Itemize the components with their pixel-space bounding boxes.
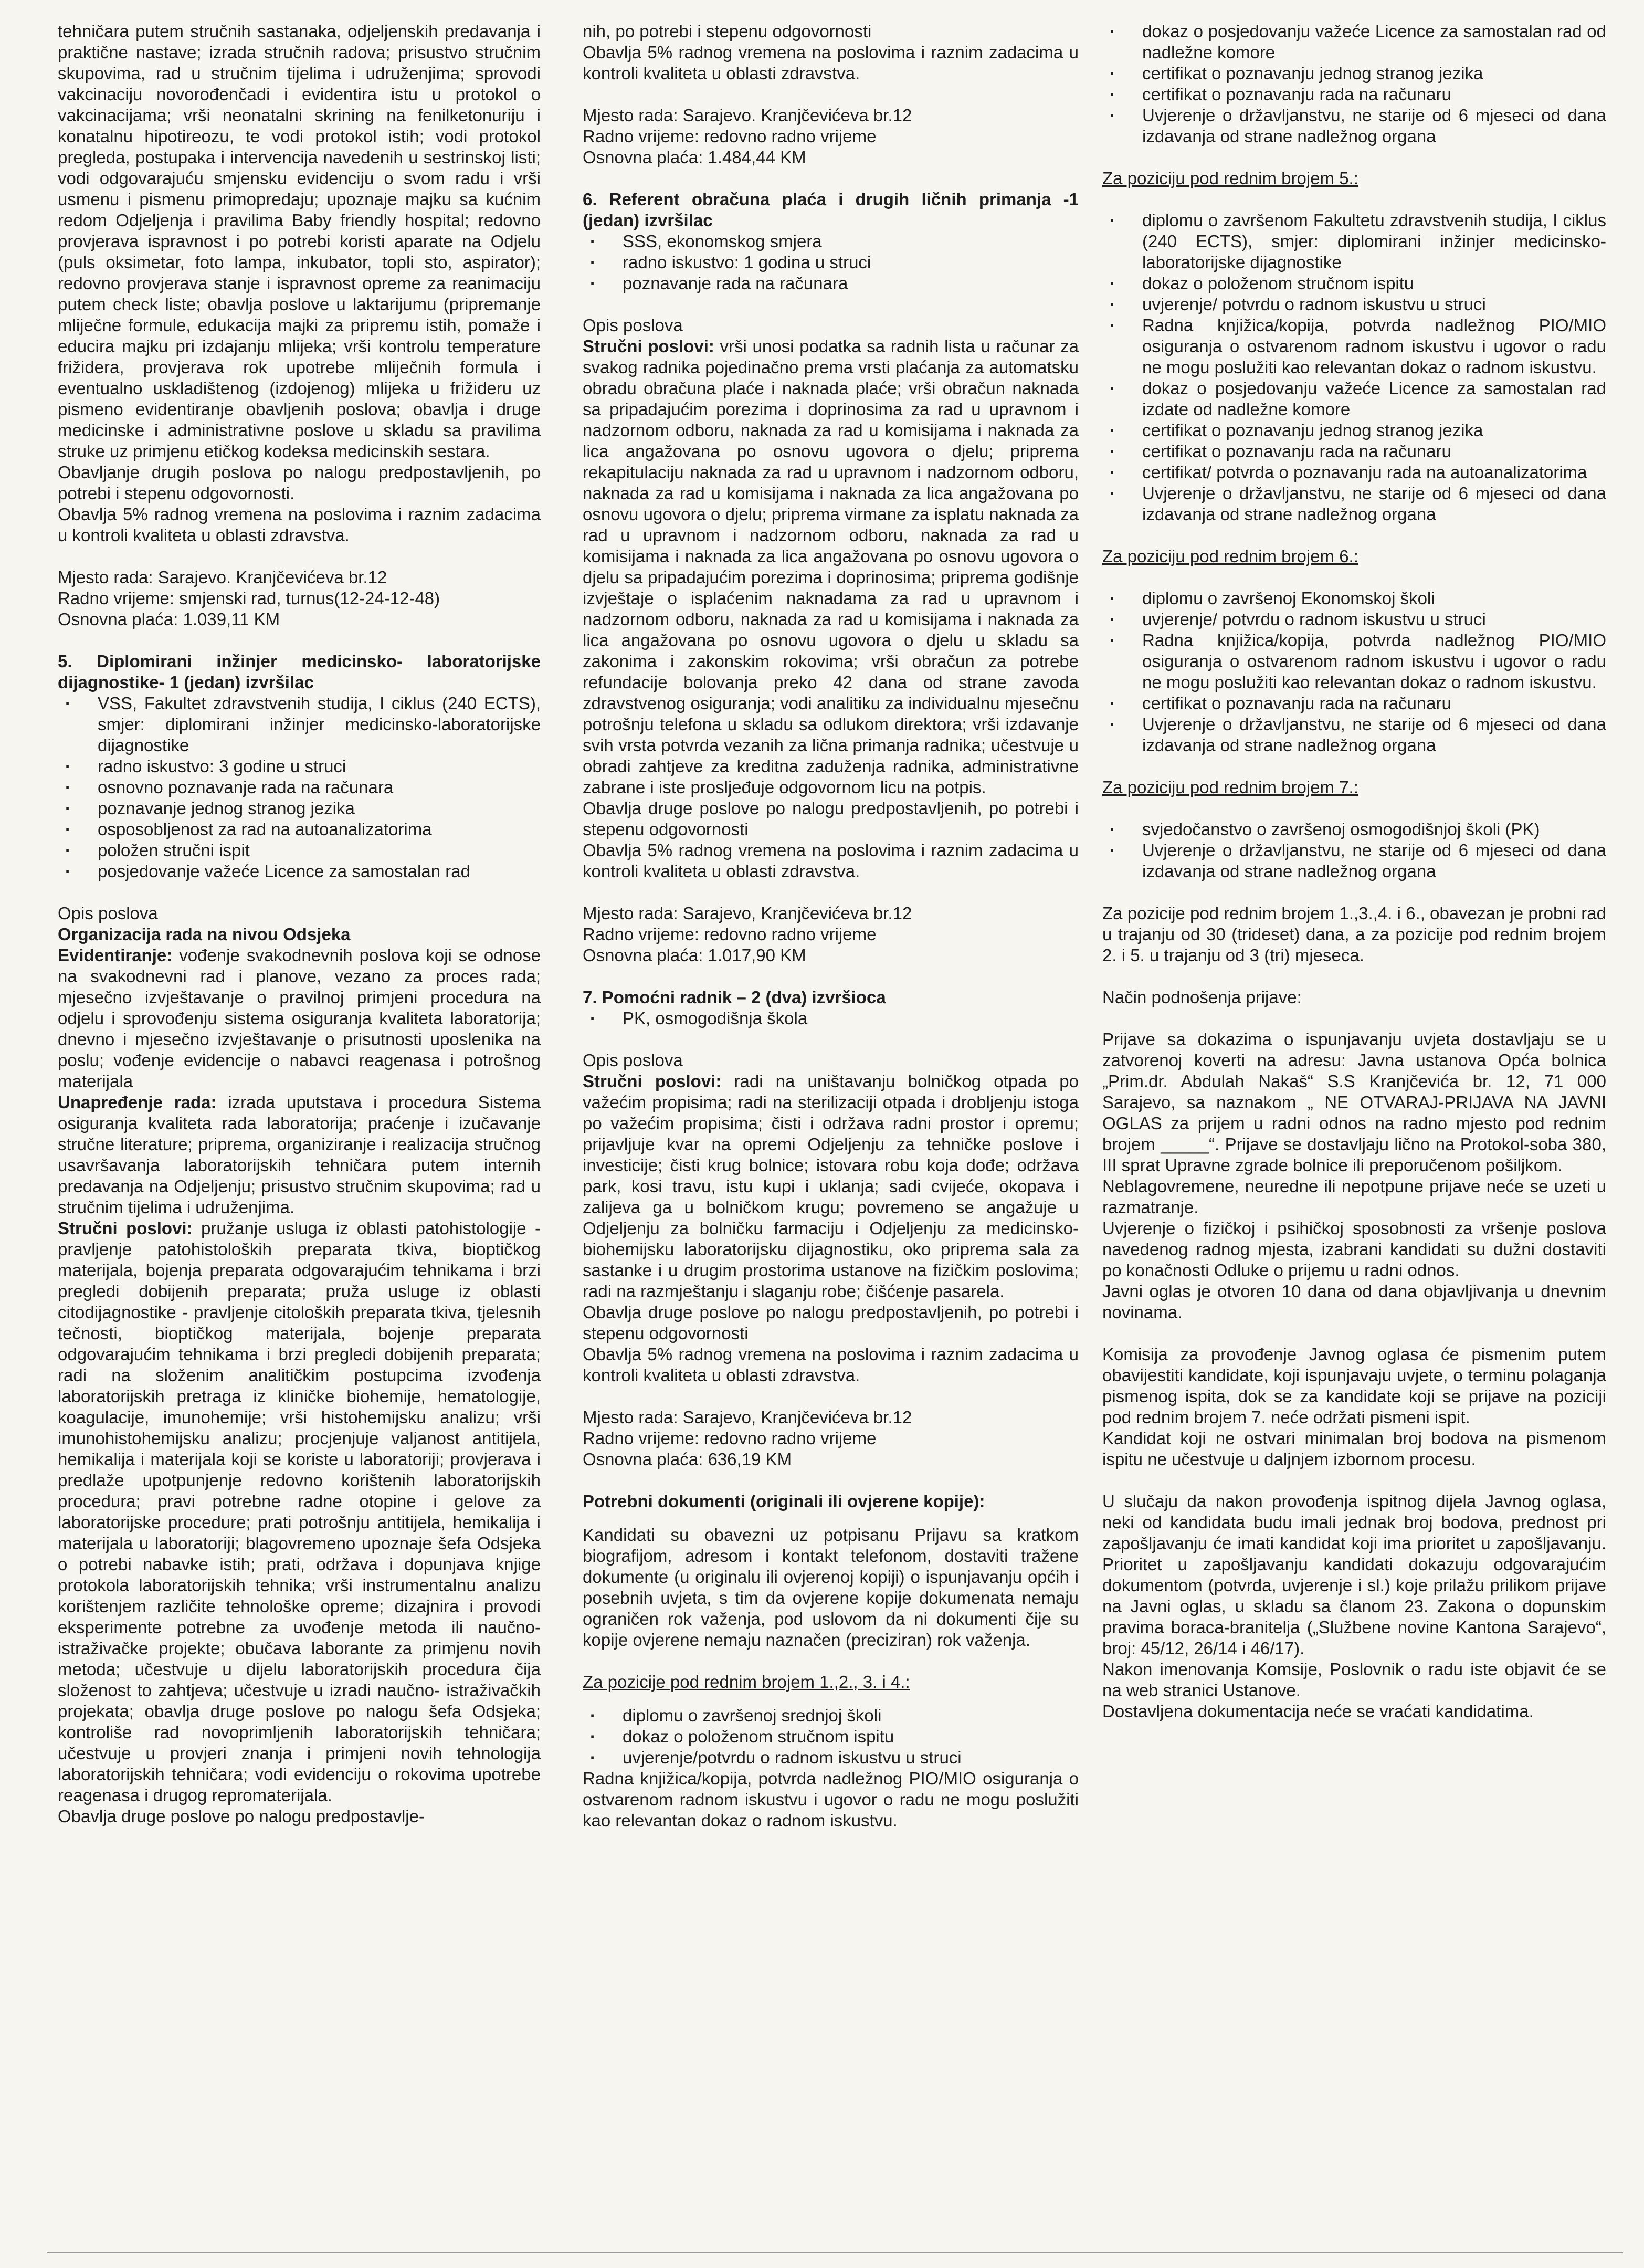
paragraph: Obavlja druge poslove po nalogu predpostavlje- [58, 1807, 425, 1826]
subsection-title: Organizacija rada na nivou Odsjeka [58, 925, 351, 944]
paragraph: nih, po potrebi i stepenu odgovornosti [583, 22, 872, 41]
list-item: · posjedovanje važeće Licence za samostalan rad [58, 861, 541, 882]
paragraph: Prijave sa dokazima o ispunjavanju uvjeta dostavljaju se u zatvorenoj koverti na adresu: Javna ustanova Opća bolnica „Prim.dr. Abdulah Nakaš“ S.S Kranjčevića br. 12, 71 000 Sarajevo, sa naznakom „ NE OTVARAJ-PRIJAVA NA JAVNI OGLAS za prijem u radni odnos na radno mjesto pod rednim brojem _____“. Prijave se dostavljaju lično na Protokol-soba 380, III sprat Upravne zgrade bolnice ili preporučenom pošiljkom. [1102, 1030, 1606, 1175]
list-item: · SSS, ekonomskog smjera [583, 231, 1079, 252]
list-item: · uvjerenje/ potvrdu o radnom iskustvu u struci [1102, 609, 1606, 630]
paragraph: Neblagovremene, neuredne ili nepotpune prijave neće se uzeti u razmatranje. [1102, 1177, 1606, 1217]
text: pružanje usluga iz oblasti patohistologije - pravljenje patohistoloških preparata tkiva, bioptičkog materijala, bojenja preparata odgovarajućim tehnikama i brzi pregledi dobijenih preparata; pruža usluge iz oblasti citodijagnostike - pravljenje citoloških preparata tkiva, tjelesnih tečnosti, bioptičkog materijala, bojenje preparata odgovarajućim tehnikama i brzi pregledi dobijenih preparata; radi na složenim analitičkim postupcima izvođenja laboratorijskih pretraga iz kliničke biohemije, hematologije, koagulacije, imunohemije; vrši histohemijsku analizu; vrši imunohistohemijsku analizu; procjenjuje valjanost antitijela, hemikalija i materijala koji se koriste u laboratoriji; provjerava i predlaže upotpunjenje redovno korištenih laboratorijskih procedura; pravi potrebne radne otopine i gelove za laboratorijske procedure; prati potrošnju antitijela, hemikalija i materijala u laboratoriji; blagovremeno upoznaje šefa Odsjeka o potrebi nabavke istih; prati, održava i dopunjava knjige protokola laboratorijskih tehnika; vrši instrumentalnu analizu korištenjem različite tehnološke opreme; dizajnira i provodi eksperimente potrebne za uvođenje metoda ili naučno- istraživačke projekte; obučava laborante za primjenu novih metoda; učestvuje u dijelu laboratorijskih procedura čija složenost to zahtjeva; učestvuje u izradi naučno- istraživačkih projekata; obavlja druge poslove po nalogu šefa Odsjeka; kontroliše rad novoprimljenih laboratorijskih tehničara; učestvuje u provjeri znanja i primjeni novih tehnologija laboratorijskih tehničara; vodi evidenciju o rokovima upotrebe reagenasa i drugog repromaterijala. [58, 1219, 541, 1805]
position-5-title: 5. Diplomirani inžinjer medicinsko- laboratorijske dijagnostike- 1 (jedan) izvršilac [58, 652, 541, 692]
paragraph: Uvjerenje o fizičkoj i psihičkoj sposobnosti za vršenje poslova navedenog radnog mjesta, izabrani kandidati su dužni dostaviti po konačnosti Odluke o prijemu u radni odnos. [1102, 1219, 1606, 1280]
paragraph: U slučaju da nakon provođenja ispitnog dijela Javnog oglasa, neki od kandidata budu imali jednak broj bodova, prednost pri zapošljavanju će imati kandidat koji ima prioritet u zapošljavanju. Prioritet u zapošljavanju kandidati dokazuju odgovarajućim dokumentom (potvrda, uvjerenje i sl.) koje prilažu prilikom prijave na Javni oglas, u skladu sa članom 23. Zakona o dopunskim pravima boraca-branitelja („Službene novine Kantona Sarajevo“, broj: 45/12, 26/14 i 46/17). [1102, 1492, 1606, 1658]
subheading: Za poziciju pod rednim brojem 7.: [1102, 778, 1358, 797]
list-item: · osnovno poznavanje rada na računara [58, 777, 541, 798]
text: radi na uništavanju bolničkog otpada po važećim propisima; radi na sterilizaciji otpada i drobljenju istoga po važećim propisima; čisti i održava radni prostor i opremu; prijavljuje kvar na opremi Odjeljenju za tehničke poslove i investicije; čisti krug bolnice; istovara robu koja dođe; održava park, kosi travu, istu kupi i uklanja; sadi cvijeće, okopava i zalijeva ga u bolničkom krugu; povremeno se angažuje u Odjeljenju za bolničku farmaciju i Odjeljenju za medicinsko-biohemijsku laboratorijsku dijagnostiku, oko priprema sala za sastanke i u drugim prostorima ustanove na fizičkim poslovima; radi na razmještanju i slaganju robe; čišćenje pasarela. [583, 1072, 1079, 1301]
section-label: Opis poslova [583, 1051, 683, 1070]
position-6-requirements [583, 231, 1079, 294]
paragraph: Dostavljena dokumentacija neće se vraćati kandidatima. [1102, 1702, 1534, 1721]
paragraph: Obavlja 5% radnog vremena na poslovima i raznim zadacima u kontroli kvaliteta u oblasti zdravstva. [583, 1345, 1079, 1385]
section-label: Opis poslova [58, 904, 158, 923]
list-item: · diplomu o završenoj Ekonomskoj školi [1102, 588, 1606, 609]
list-item: · certifikat o poznavanju rada na računaru [1102, 84, 1606, 105]
position-6-title: 6. Referent obračuna plaća i drugih ličnih primanja -1 (jedan) izvršilac [583, 190, 1079, 230]
paragraph: Obavlja 5% radnog vremena na poslovima i raznim zadacima u kontroli kvaliteta u oblasti zdravstva. [583, 43, 1079, 83]
list-item: · dokaz o položenom stručnom ispitu [1102, 273, 1606, 294]
list-item: · dokaz o posjedovanju važeće Licence za samostalan rad od nadležne komore [1102, 21, 1606, 63]
paragraph: Za pozicije pod rednim brojem 1.,3.,4. i 6., obavezan je probni rad u trajanju od 30 (trideset) dana, a za pozicije pod rednim brojem 2. i 5. u trajanju od 3 (tri) mjeseca. [1102, 904, 1606, 965]
documents-list [583, 1705, 1079, 1768]
paragraph: Komisija za provođenje Javnog oglasa će pismenim putem obavijestiti kandidate, koji ispunjavaju uvjete, o terminu polaganja pismenog ispita, dok se za kandidate koji se prijave na poziciji pod rednim brojem 7. neće održati pismeni ispit. [1102, 1345, 1606, 1427]
documents-list [1102, 819, 1606, 882]
position-7-requirements [583, 1008, 1079, 1029]
base-salary: Osnovna plaća: 1.039,11 KM [58, 610, 280, 629]
list-item: · certifikat o poznavanju jednog stranog jezika [1102, 420, 1606, 441]
position-7-title: 7. Pomoćni radnik – 2 (dva) izvršioca [583, 988, 886, 1007]
list-item: · diplomu o završenoj srednjoj školi [583, 1705, 1079, 1726]
paragraph: Kandidati su obavezni uz potpisanu Prijavu sa kratkom biografijom, adresom i kontakt telefonom, dostaviti tražene dokumente (u originalu ili ovjerenoj kopiji) o ispunjavanju općih i posebnih uvjeta, s tim da ovjerene kopije dokumenata nemaju ograničen rok važenja, pod uslovom da ni dokumenti čije su kopije ovjerene nemaju naznačen (preciziran) rok važenja. [583, 1525, 1079, 1650]
list-item: · VSS, Fakultet zdravstvenih studija, I ciklus (240 ECTS), smjer: diplomirani inžinjer medicinsko-laboratorijske dijagnostike [58, 693, 541, 756]
label: Stručni poslovi: [583, 1072, 722, 1091]
column-3 [1102, 21, 1606, 2247]
paragraph [58, 1092, 541, 1218]
list-item: · dokaz o položenom stručnom ispitu [583, 1726, 1079, 1747]
label: Unapređenje rada: [58, 1093, 217, 1112]
work-hours: Radno vrijeme: redovno radno vrijeme [583, 1429, 877, 1448]
paragraph [58, 945, 541, 1092]
text: izrada uputstava i procedura Sistema osiguranja kvaliteta rada laboratorija; praćenje i izučavanje stručne literature; priprema, organiziranje i realizacija stručnog usavršavanja laboratorijskih tehničara putem internih predavanja na Odjeljenju; prisustvo stručnim skupovima; rad u stručnim tijelima i udruženjima. [58, 1093, 541, 1217]
bottom-rule [47, 2252, 1623, 2253]
subheading: Za poziciju pod rednim brojem 6.: [1102, 547, 1358, 566]
base-salary: Osnovna plaća: 1.017,90 KM [583, 946, 806, 965]
paragraph [583, 336, 1079, 798]
section-label: Opis poslova [583, 316, 683, 335]
list-item: · osposobljenost za rad na autoanalizatorima [58, 819, 541, 840]
list-item: · PK, osmogodišnja škola [583, 1008, 1079, 1029]
column-2 [583, 21, 1079, 2247]
base-salary: Osnovna plaća: 636,19 KM [583, 1450, 792, 1469]
paragraph: Obavlja druge poslove po nalogu predpostavljenih, po potrebi i stepenu odgovornosti [583, 1303, 1079, 1343]
list-item: · certifikat o poznavanju jednog stranog jezika [1102, 63, 1606, 84]
paragraph: Obavljanje drugih poslova po nalogu predpostavljenih, po potrebi i stepenu odgovornosti. [58, 463, 541, 503]
paragraph: Nakon imenovanja Komsije, Poslovnik o radu iste objavit će se na web stranici Ustanove. [1102, 1660, 1606, 1700]
paragraph: Javni oglas je otvoren 10 dana od dana objavljivanja u dnevnim novinama. [1102, 1282, 1606, 1322]
list-item: · svjedočanstvo o završenoj osmogodišnjoj školi (PK) [1102, 819, 1606, 840]
list-item: · radno iskustvo: 1 godina u struci [583, 252, 1079, 273]
paragraph: Obavlja 5% radnog vremena na poslovima i raznim zadacima u kontroli kvaliteta u oblasti zdravstva. [58, 505, 541, 545]
paragraph: Obavlja druge poslove po nalogu predpostavljenih, po potrebi i stepenu odgovornosti [583, 799, 1079, 839]
label: Stručni poslovi: [58, 1219, 193, 1238]
work-hours: Radno vrijeme: smjenski rad, turnus(12-24-12-48) [58, 589, 440, 608]
paragraph [58, 1218, 541, 1806]
list-item: · Radna knjižica/kopija, potvrda nadležnog PIO/MIO osiguranja o ostvarenom radnom iskustvu i ugovor o radu ne mogu poslužiti kao relevantan dokaz o radnom iskustvu. [1102, 315, 1606, 378]
base-salary: Osnovna plaća: 1.484,44 KM [583, 148, 806, 167]
work-place: Mjesto rada: Sarajevo. Kranjčevićeva br.12 [58, 568, 387, 587]
list-item: · certifikat o poznavanju rada na računaru [1102, 693, 1606, 714]
paragraph [583, 1071, 1079, 1302]
list-item: · certifikat/ potvrda o poznavanju rada na autoanalizatorima [1102, 462, 1606, 483]
text: vođenje svakodnevnih poslova koji se odnose na svakodnevni rad i planove, vezano za proces rada; mjesečno izvještavanje o pravilnoj primjeni procedura na odjelu i sprovođenju sistema osiguranja kvaliteta laboratorija; dnevno i mjesečno izvještavanje o prisutnosti uposlenika na poslu; vođenje evidencije o nabavci reagenasa i potrošnog materijala [58, 946, 541, 1091]
list-item: · Uvjerenje o državljanstvu, ne starije od 6 mjeseci od dana izdavanja od strane nadležnog organa [1102, 483, 1606, 525]
paragraph: Način podnošenja prijave: [1102, 988, 1302, 1007]
column-1 [58, 21, 541, 2247]
work-place: Mjesto rada: Sarajevo. Kranjčevićeva br.12 [583, 106, 912, 125]
label: Evidentiranje: [58, 946, 173, 965]
paragraph: Kandidat koji ne ostvari minimalan broj bodova na pismenom ispitu ne učestvuje u daljnjem izbornom procesu. [1102, 1429, 1606, 1469]
paragraph: tehničara putem stručnih sastanaka, odjeljenskih predavanja i praktične nastave; izrada stručnih radova; prisustvo stručnim skupovima, rad u stručnim tijelima i udruženjima; sprovodi vakcinaciju novorođenčadi i evidentira istu u protokol o vakcinacijama; vrši neonatalni skrining na fenilketonuriju i konatalnu hipotireozu, te vodi protokol istih; vodi protokol pregleda, postupaka i intervencija navedenih u sestrinskoj listi; vodi odgovarajuću smjensku evidenciju o svom radu i vrši usmenu i pismenu primopredaju; upoznaje majku sa kućnim redom Odjeljenja i pravilima Baby friendly hospital; redovno provjerava ispravnost i po potrebi koristi aparate na Odjelu (puls oksimetar, foto lampa, inkubator, topli sto, aspirator); redovno provjerava stanje i ispravnost opreme za reanimaciju putem check liste; obavlja poslove u laktarijumu (pripremanje mliječne formule, edukacija majki za pripremu istih, pomaže i educira majku pri izdajanju mlijeka; vrši kontrolu temperature frižidera, provjerava rok upotrebe mliječnih formula i eventualno uskladištenog (izdojenog) mlijeka u frižideru uz pismeno evidentiranje obavljenih poslova; obavlja i druge medicinske i administrativne poslove u skladu sa pravilima struke uz primjenu etičkog kodeksa medicinskih sestara. [58, 22, 541, 461]
list-item: · certifikat o poznavanju rada na računaru [1102, 441, 1606, 462]
list-item: · Uvjerenje o državljanstvu, ne starije od 6 mjeseci od dana izdavanja od strane nadležnog organa [1102, 840, 1606, 882]
documents-list [1102, 210, 1606, 525]
label: Stručni poslovi: [583, 337, 714, 356]
list-item: · uvjerenje/potvrdu o radnom iskustvu u struci [583, 1747, 1079, 1768]
work-place: Mjesto rada: Sarajevo, Kranjčevićeva br.12 [583, 904, 912, 923]
list-item: · Radna knjižica/kopija, potvrda nadležnog PIO/MIO osiguranja o ostvarenom radnom iskustvu i ugovor o radu ne mogu poslužiti kao relevantan dokaz o radnom iskustvu. [1102, 630, 1606, 693]
paragraph: Radna knjižica/kopija, potvrda nadležnog PIO/MIO osiguranja o ostvarenom radnom iskustvu i ugovor o radu ne mogu poslužiti kao relevantan dokaz o radnom iskustvu. [583, 1769, 1079, 1830]
list-item: · Uvjerenje o državljanstvu, ne starije od 6 mjeseci od dana izdavanja od strane nadležnog organa [1102, 105, 1606, 147]
position-5-requirements [58, 693, 541, 882]
list-item: · radno iskustvo: 3 godine u struci [58, 756, 541, 777]
documents-list [1102, 588, 1606, 756]
list-item: · uvjerenje/ potvrdu o radnom iskustvu u struci [1102, 294, 1606, 315]
work-hours: Radno vrijeme: redovno radno vrijeme [583, 127, 877, 146]
documents-list [1102, 21, 1606, 147]
list-item: · položen stručni ispit [58, 840, 541, 861]
list-item: · poznavanje rada na računara [583, 273, 1079, 294]
list-item: · diplomu o završenom Fakultetu zdravstvenih studija, I ciklus (240 ECTS), smjer: diplomirani inžinjer medicinsko-laboratorijske dijagnostike [1102, 210, 1606, 273]
work-place: Mjesto rada: Sarajevo, Kranjčevićeva br.12 [583, 1408, 912, 1427]
documents-title: Potrebni dokumenti (originali ili ovjerene kopije): [583, 1492, 985, 1511]
list-item: · poznavanje jednog stranog jezika [58, 798, 541, 819]
work-hours: Radno vrijeme: redovno radno vrijeme [583, 925, 877, 944]
list-item: · dokaz o posjedovanju važeće Licence za samostalan rad izdate od nadležne komore [1102, 378, 1606, 420]
paragraph: Obavlja 5% radnog vremena na poslovima i raznim zadacima u kontroli kvaliteta u oblasti zdravstva. [583, 841, 1079, 881]
list-item: · Uvjerenje o državljanstvu, ne starije od 6 mjeseci od dana izdavanja od strane nadležnog organa [1102, 714, 1606, 756]
subheading: Za pozicije pod rednim brojem 1.,2., 3. i 4.: [583, 1672, 910, 1692]
subheading: Za poziciju pod rednim brojem 5.: [1102, 169, 1358, 188]
text: vrši unosi podatka sa radnih lista u računar za svakog radnika pojedinačno prema vrsti plaćanja za automatsku obradu obračuna plaće i naknada plaće; vrši obračun naknada sa pripadajućim porezima i doprinosima za rad u upravnom i nadzornom odboru, naknada za rad u komisijama i naknada za lica angažovana po osnovu ugovora o djelu; priprema rekapitulaciju naknada za rad u upravnom i nadzornom odboru, naknada za rad u komisijama i naknada za lica angažovana po osnovu ugovora o djelu; priprema virmane za isplatu naknada za rad u upravnom i nadzornom odboru, naknada za rad u komisijama i naknada za lica angažovana po osnovu ugovora o djelu sa pripadajućim porezima i doprinosima; priprema godišnje izvještaje o isplaćenim naknadama za rad u upravnom i nadzornom odboru, naknada za rad u komisijama i naknada za lica angažovana po osnovu ugovora o djelu u skladu sa zakonima i zakonskim rokovima; vrši obračun za potrebe refundacije bolovanja preko 42 dana od strane zavoda zdravstvenog osiguranja; vodi analitiku za individualnu mjesečnu potrošnju telefona u skladu sa odlukom direktora; vrši izdavanje svih vrsta potvrda vezanih za lična primanja radnika; učestvuje u obradi zahtjeve za kreditna zaduženja radnika, administrativne zabrane i iste prosljeđuje odgovornom licu na potpis. [583, 337, 1079, 797]
